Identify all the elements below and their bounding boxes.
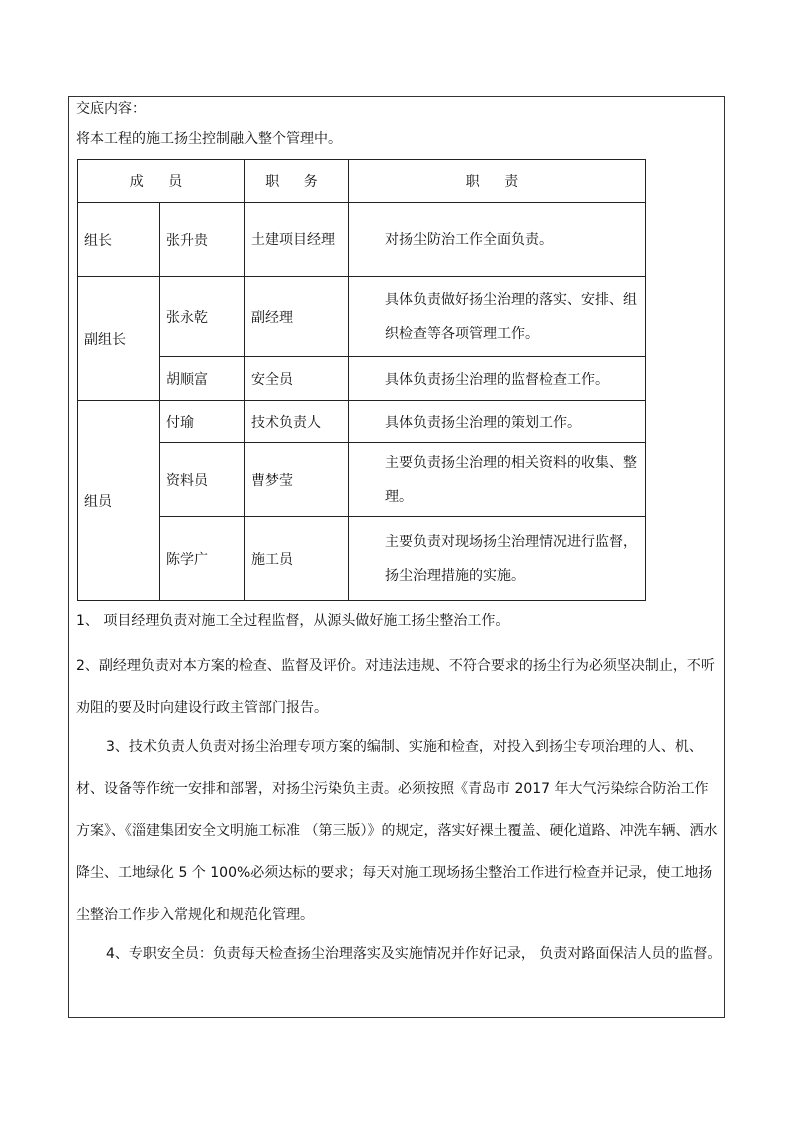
duty-cell: 具体负责做好扬尘治理的落实、安排、组织检查等各项管理工作。	[349, 277, 646, 357]
intro-line: 将本工程的施工扬尘控制融入整个管理中。	[76, 131, 342, 147]
table-row	[78, 443, 646, 517]
header-position: 职 务	[245, 160, 349, 203]
name-cell: 张升贵	[160, 203, 245, 277]
name-cell: 资料员	[160, 443, 245, 517]
table-row	[78, 517, 646, 601]
table-header-row	[78, 160, 646, 203]
responsibility-table	[77, 159, 646, 601]
duty-cell: 主要负责扬尘治理的相关资料的收集、整理。	[349, 443, 646, 517]
name-cell: 张永乾	[160, 277, 245, 357]
position-cell: 施工员	[245, 517, 349, 601]
paragraph-3: 3、技术负责人负责对扬尘治理专项方案的编制、实施和检查，对投入到扬尘专项治理的人、机、材、设备等作统一安排和部署，对扬尘污染负主责。必须按照《青岛市 2017 年大气污染综合防治工作方案》、《淄建集团安全文明施工标准 （第三版）》的规定，落实好裸土覆盖、硬化道路、冲洗车辆、洒水降尘、工地绿化 5 个 100%必须达标的要求；每天对施工现场扬尘整治工作进行检查并记录，使工地扬尘整治工作步入常规化和规范化管理。	[76, 739, 718, 923]
paragraph-2: 2、副经理负责对本方案的检查、监督及评价。对违法违规、不符合要求的扬尘行为必须坚决制止，不听劝阻的要及时向建设行政主管部门报告。	[76, 658, 715, 716]
position-cell: 曹梦莹	[245, 443, 349, 517]
position-cell: 土建项目经理	[245, 203, 349, 277]
paragraph-1: 1、 项目经理负责对施工全过程监督，从源头做好施工扬尘整治工作。	[76, 613, 510, 629]
position-cell: 副经理	[245, 277, 349, 357]
group-cell: 组长	[78, 203, 160, 277]
name-cell: 付瑜	[160, 401, 245, 443]
table-row	[78, 277, 646, 357]
duty-cell: 具体负责扬尘治理的监督检查工作。	[349, 357, 646, 401]
paragraph-4: 4、专职安全员：负责每天检查扬尘治理落实及实施情况并作好记录， 负责对路面保洁人员的监督。	[106, 946, 722, 962]
position-cell: 技术负责人	[245, 401, 349, 443]
section-title: 交底内容：	[76, 101, 146, 117]
name-cell: 陈学广	[160, 517, 245, 601]
name-cell: 胡顺富	[160, 357, 245, 401]
header-member: 成 员	[78, 160, 245, 203]
header-duty: 职 责	[349, 160, 646, 203]
group-cell: 副组长	[78, 277, 160, 401]
table-row	[78, 401, 646, 443]
position-cell: 安全员	[245, 357, 349, 401]
group-cell: 组员	[78, 401, 160, 601]
duty-cell: 对扬尘防治工作全面负责。	[349, 203, 646, 277]
table-row	[78, 357, 646, 401]
duty-cell: 具体负责扬尘治理的策划工作。	[349, 401, 646, 443]
table-row	[78, 203, 646, 277]
duty-cell: 主要负责对现场扬尘治理情况进行监督，扬尘治理措施的实施。	[349, 517, 646, 601]
